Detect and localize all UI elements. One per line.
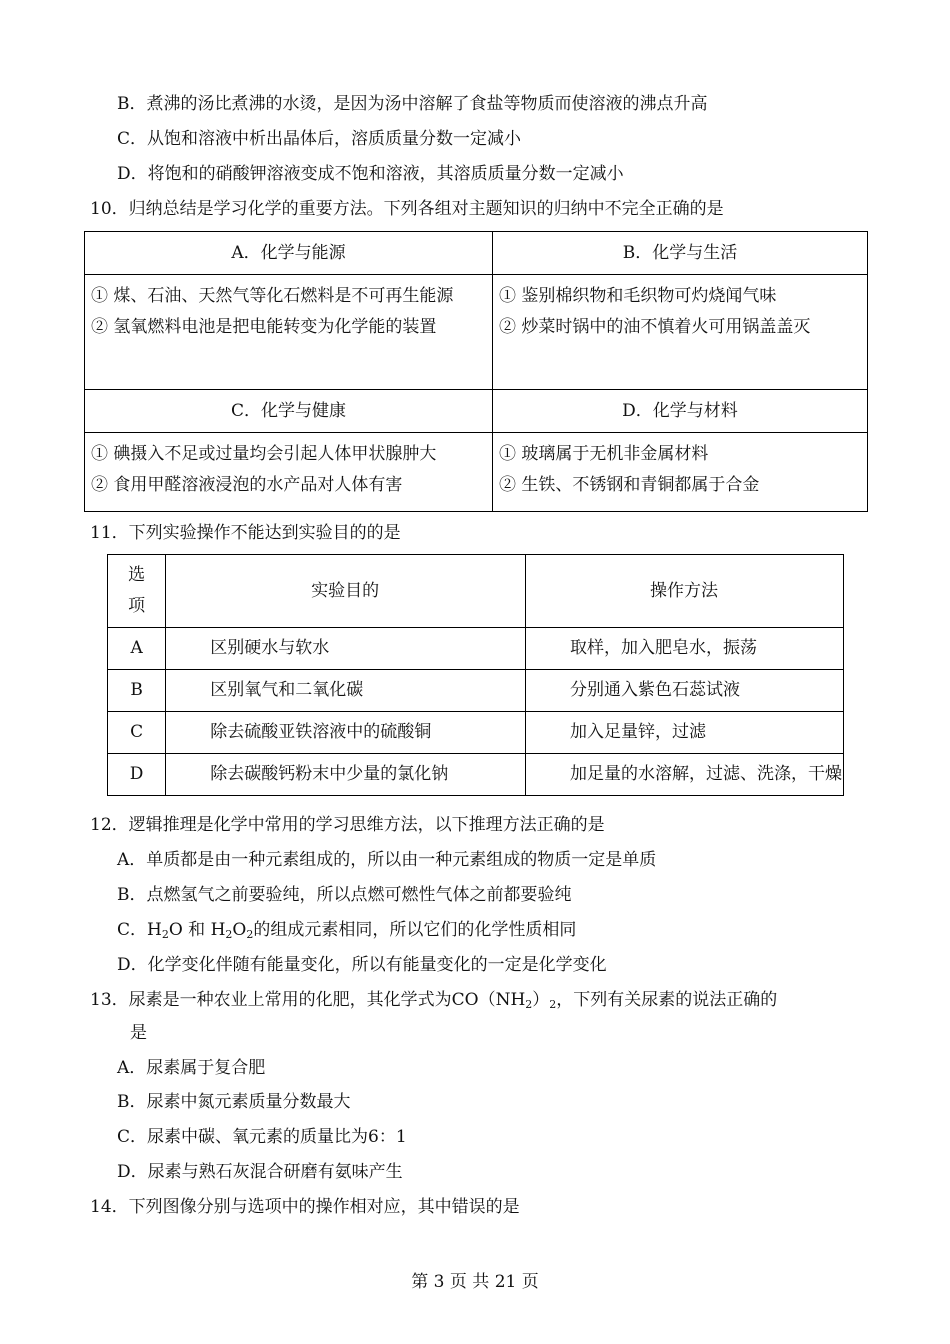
q12-option-c (117, 919, 576, 946)
q11-row-b-label: B (108, 670, 166, 712)
q12-c-text-3: O (232, 920, 247, 940)
q11-header-option (108, 555, 166, 628)
q12-stem: 12．逻辑推理是化学中常用的学习思维方法，以下推理方法正确的是 (90, 815, 605, 835)
page-footer: 第 3 页 共 21 页 (411, 1272, 539, 1292)
q13-option-b: B．尿素中氮元素质量分数最大 (117, 1092, 351, 1112)
q13-option-d: D．尿素与熟石灰混合研磨有氨味产生 (117, 1162, 403, 1182)
q10-b-item-1: ① 鉴别棉织物和毛织物可灼烧闻气味 (499, 286, 777, 306)
q10-b-heading: B．化学与生活 (493, 232, 868, 275)
q12-c-text-1: C．H (117, 920, 162, 940)
q13-stem-text-3: ，下列有关尿素的说法正确的 (556, 990, 778, 1010)
q13-stem-text-2: ） (532, 990, 550, 1010)
q12-c-sub-1: 2 (161, 928, 169, 941)
q13-option-a: A．尿素属于复合肥 (117, 1058, 266, 1078)
q11-row-a-purpose: 区别硬水与软水 (166, 628, 526, 670)
table-row (108, 670, 844, 712)
q12-c-sub-2: 2 (225, 928, 233, 941)
q11-header-method: 操作方法 (526, 555, 844, 628)
q11-header-purpose: 实验目的 (166, 555, 526, 628)
q10-d-item-2: ② 生铁、不锈钢和青铜都属于合金 (499, 475, 760, 495)
q10-c-body (85, 433, 493, 512)
q9-option-b: B．煮沸的汤比煮沸的水烫，是因为汤中溶解了食盐等物质而使溶液的沸点升高 (117, 94, 708, 114)
q13-option-c: C．尿素中碳、氧元素的质量比为6：1 (117, 1127, 407, 1147)
q13-stem-continued: 是 (130, 1023, 147, 1043)
q10-b-body (493, 275, 868, 390)
q10-d-item-1: ① 玻璃属于无机非金属材料 (499, 444, 709, 464)
q11-row-d-purpose: 除去碳酸钙粉末中少量的氯化钠 (166, 754, 526, 796)
q11-row-a-method: 取样，加入肥皂水，振荡 (526, 628, 844, 670)
q12-c-text-4: 的组成元素相同，所以它们的化学性质相同 (253, 920, 577, 940)
q10-stem: 10．归纳总结是学习化学的重要方法。下列各组对主题知识的归纳中不完全正确的是 (90, 199, 724, 219)
q13-stem-sub-2: 2 (549, 998, 557, 1011)
table-row (108, 754, 844, 796)
q13-stem (90, 989, 777, 1016)
q11-row-d-label: D (108, 754, 166, 796)
q10-b-item-2: ② 炒菜时锅中的油不慎着火可用锅盖盖灭 (499, 317, 811, 337)
q10-a-item-1: ① 煤、石油、天然气等化石燃料是不可再生能源 (91, 286, 454, 306)
q10-a-body (85, 275, 493, 390)
q11-row-c-purpose: 除去硫酸亚铁溶液中的硫酸铜 (166, 712, 526, 754)
table-row (108, 712, 844, 754)
q10-c-heading: C．化学与健康 (85, 390, 493, 433)
q11-row-d-method: 加足量的水溶解，过滤、洗涤，干燥 (526, 754, 844, 796)
q12-option-a: A．单质都是由一种元素组成的，所以由一种元素组成的物质一定是单质 (117, 850, 657, 870)
q11-row-c-label: C (108, 712, 166, 754)
table-row (108, 628, 844, 670)
q11-table (107, 554, 844, 796)
q13-stem-sub-1: 2 (525, 998, 533, 1011)
q11-header-option-text: 选项 (128, 565, 146, 616)
q12-c-text-2: O 和 H (168, 920, 226, 940)
q12-c-sub-3: 2 (246, 928, 254, 941)
q9-option-c: C．从饱和溶液中析出晶体后，溶质质量分数一定减小 (117, 129, 522, 149)
q11-row-b-purpose: 区别氧气和二氧化碳 (166, 670, 526, 712)
q10-a-heading: A．化学与能源 (85, 232, 493, 275)
q9-option-d: D．将饱和的硝酸钾溶液变成不饱和溶液，其溶质质量分数一定减小 (117, 164, 624, 184)
q11-row-a-label: A (108, 628, 166, 670)
q10-d-body (493, 433, 868, 512)
q10-c-item-1: ① 碘摄入不足或过量均会引起人体甲状腺肿大 (91, 444, 437, 464)
q12-option-b: B．点燃氢气之前要验纯，所以点燃可燃性气体之前都要验纯 (117, 885, 572, 905)
q10-c-item-2: ② 食用甲醛溶液浸泡的水产品对人体有害 (91, 475, 403, 495)
q11-stem: 11．下列实验操作不能达到实验目的的是 (90, 523, 401, 543)
q10-d-heading: D．化学与材料 (493, 390, 868, 433)
q14-stem: 14．下列图像分别与选项中的操作相对应，其中错误的是 (90, 1197, 520, 1217)
q10-a-item-2: ② 氢氧燃料电池是把电能转变为化学能的装置 (91, 317, 437, 337)
q10-table (84, 231, 868, 512)
q13-stem-text-1: 13．尿素是一种农业上常用的化肥，其化学式为CO（NH (90, 990, 526, 1010)
q12-option-d: D．化学变化伴随有能量变化，所以有能量变化的一定是化学变化 (117, 955, 607, 975)
q11-row-c-method: 加入足量锌，过滤 (526, 712, 844, 754)
q11-row-b-method: 分别通入紫色石蕊试液 (526, 670, 844, 712)
